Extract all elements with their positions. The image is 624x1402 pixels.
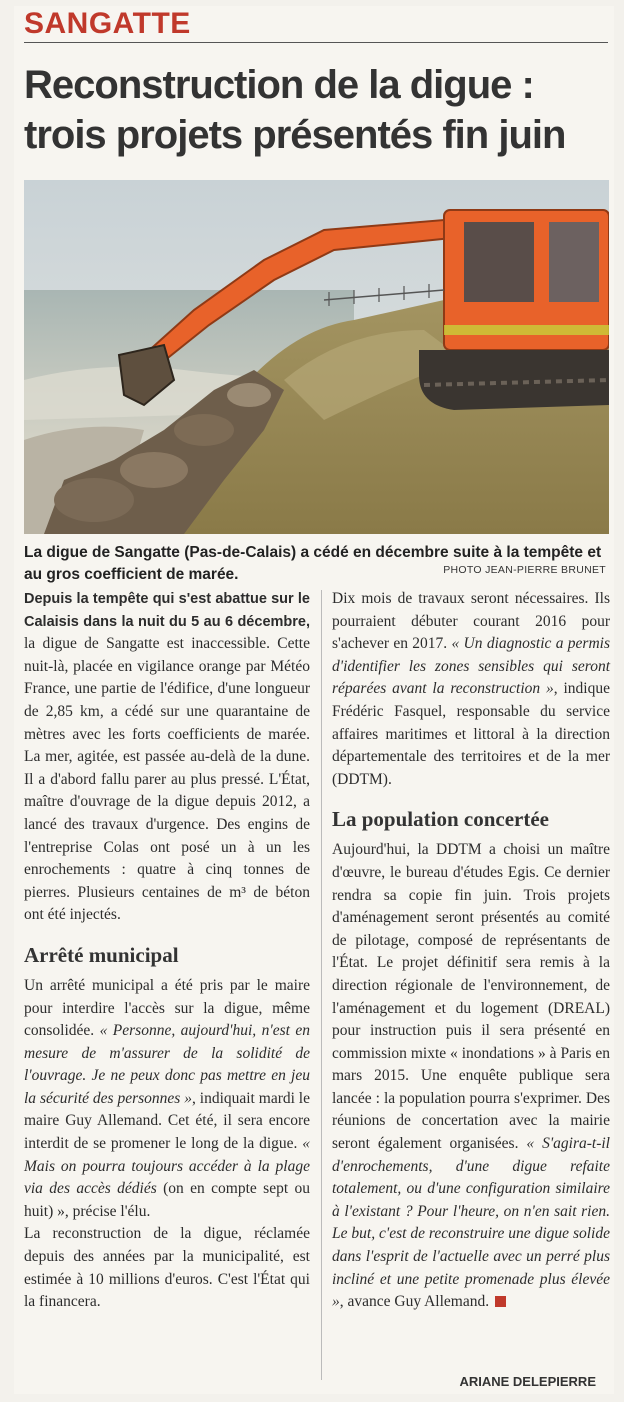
- text-run: (on en compte sept ou huit) », précise l'élu.: [24, 1180, 310, 1220]
- quote-mayor-3: « S'agira-t-il d'enrochements, d'une digue refaite totalement, ou d'une configuration similaire à l'existant ? Pour l'heure, on n'en sait rien. Le but, c'est de reconstruire une digue solide dans l'esprit de l'actuelle avec un perré plus incliné et une petite promenade plus élevée »: [332, 1135, 610, 1311]
- text-run: , indique Frédéric Fasquel, responsable du service affaires maritimes et littoral à la direction départementale des territoires et de la mer (DDTM).: [332, 680, 610, 788]
- article-paragraph-1: la digue de Sangatte est inaccessible. Cette nuit-là, placée en vigilance orange par Météo France, une partie de l'édifice, d'une longueur de 2,85 km, a cédé sur une quarantaine de mètres avec les forts coefficients de marée. La mer, agitée, est passée au-delà de la dune. Il a d'abord fallu parer au plus pressé. L'État, maître d'ouvrage de la digue depuis 2012, a lancé des travaux d'urgence. Des engins de l'entreprise Colas ont posé un à un les enrochements : quatre à cinq tonnes de pierres. Plusieurs centaines de m³ de béton ont été injectés.: [24, 635, 310, 924]
- article-paragraph-3: La reconstruction de la digue, réclamée depuis des années par la municipalité, est estimée à 10 millions d'euros. C'est l'État qui la financera.: [24, 1225, 310, 1311]
- article-lead: Depuis la tempête qui s'est abattue sur le Calaisis dans la nuit du 5 au 6 décembre,: [24, 591, 310, 630]
- article-column-left: [24, 588, 310, 1314]
- quote-fasquel: « Un diagnostic a permis d'identifier les zones sensibles qui seront réparées avant la reconstruction »: [332, 635, 610, 698]
- subheading-population: La population concertée: [332, 807, 549, 832]
- rubric-divider: [24, 42, 608, 43]
- quote-mayor-2: « Mais on pourra toujours accéder à la plage via des accès dédiés: [24, 1135, 310, 1198]
- photo-credit: PHOTO JEAN-PIERRE BRUNET: [443, 564, 606, 576]
- author-byline: ARIANE DELEPIERRE: [459, 1374, 596, 1389]
- text-run: , indiquait mardi le maire Guy Allemand. Cet été, il sera encore interdit de se promener le long de la digue.: [24, 1089, 310, 1153]
- column-divider: [321, 590, 322, 1380]
- article-lead-paragraph: [24, 588, 310, 927]
- text-run: Aujourd'hui, la DDTM a choisi un maître d'œuvre, le bureau d'études Egis. Ce dernier rendra sa copie fin juin. Trois projets d'aménagement seront présentés au comité de pilotage, composé de représentants de l'État. Le projet définitif sera remis à la direction régionale de l'environnement, de l'aménagement et du logement (DREAL) pour instruction puis il sera présenté en commission mixte « inondations » à Paris en mars 2015. Une enquête publique sera lancée : la population pourra s'exprimer. Des réunions de concertation avec la mairie seront également organisées.: [332, 841, 610, 1153]
- newspaper-page: [14, 6, 614, 1394]
- text-run: Un arrêté municipal a été pris par le maire pour interdire l'accès sur la digue, même consolidée.: [24, 976, 310, 1040]
- end-of-article-square-icon: [495, 1296, 506, 1307]
- text-run: , avance Guy Allemand.: [339, 1293, 490, 1311]
- quote-mayor-1: « Personne, aujourd'hui, n'est en mesure de m'assurer de la solidité de l'ouvrage. Je ne peux donc pas mettre en jeu la sécurité des personnes »: [24, 1022, 310, 1107]
- subheading-arrete: Arrêté municipal: [24, 942, 179, 967]
- news-photo: [24, 180, 609, 534]
- headline: [24, 60, 609, 160]
- article-paragraph-4: [332, 588, 610, 791]
- section-rubric: SANGATTE: [24, 7, 191, 40]
- headline-line-2: trois projets présentés fin juin: [24, 113, 566, 157]
- article-column-right: [332, 588, 610, 1314]
- article-paragraph-2: [24, 975, 310, 1224]
- headline-line-1: Reconstruction de la digue :: [24, 63, 534, 107]
- article-paragraph-5: [332, 839, 610, 1313]
- text-run: Dix mois de travaux seront nécessaires. Ils pourraient débuter courant 2016 pour s'achever en 2017.: [332, 590, 610, 653]
- photo-caption: La digue de Sangatte (Pas-de-Calais) a cédé en décembre suite à la tempête et au gros coefficient de marée.: [24, 544, 602, 583]
- excavator-photo-illustration: [24, 180, 609, 534]
